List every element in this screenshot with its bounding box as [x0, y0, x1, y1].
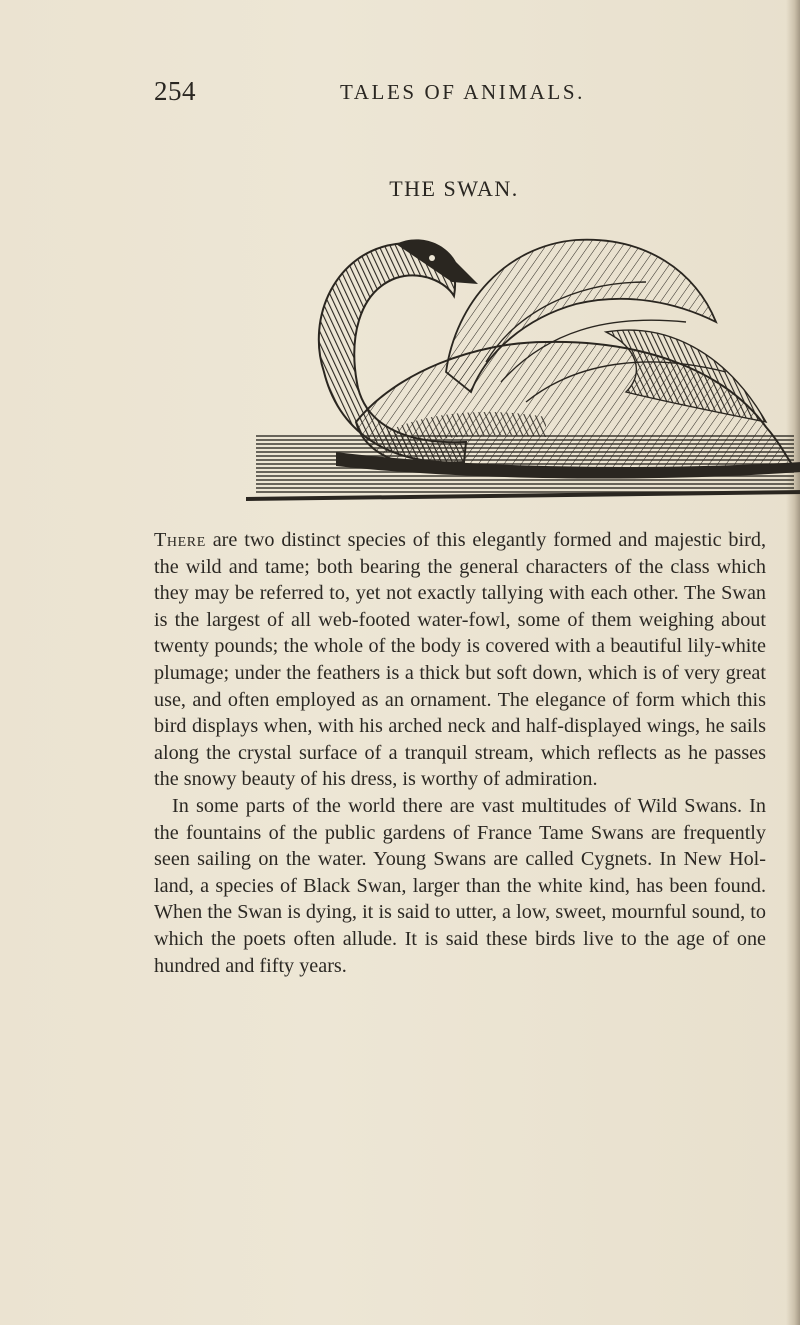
chapter-title: THE SWAN. [389, 176, 519, 201]
running-head: TALES OF ANIMALS. [340, 80, 585, 104]
page-number: 254 [154, 76, 196, 106]
drop-lead-word: There [154, 529, 206, 551]
paragraph-2: In some parts of the world there are vast multitudes of Wild Swans. In the fountains of the public gardens of France Tame Swans are frequently seen sailing on the water. Young Swans are called Cygnets. In New Hol-land, a species of Black Swan, larger than the white kind, has been found. When the Swan is dying, it is said to utter, a low, sweet, mournful sound, to which the poets often allude. It is said these birds live to the age of one hundred and fifty years. [154, 794, 766, 977]
article-body [154, 527, 766, 979]
paragraph-1 [154, 527, 766, 793]
swan-engraving-icon [246, 222, 800, 512]
page-header [154, 76, 764, 112]
paragraph-1-text: are two distinct species of this elegantly formed and majestic bird, the wild and tame; both bearing the general characters of the class which they may be referred to, yet not exactly tallying with each other. The Swan is the largest of all web-footed water-fowl, some of them weighing about twenty pounds; the whole of the body is covered with a beautiful lily-white plumage; under the feathers is a thick but soft down, which is of very great use, and often employed as an ornament. The elegance of form which this bird displays when, with his arched neck and half-displayed wings, he sails along the crystal surface of a tranquil stream, which reflects as he passes the snowy beauty of his dress, is worthy of admiration. [154, 529, 766, 791]
